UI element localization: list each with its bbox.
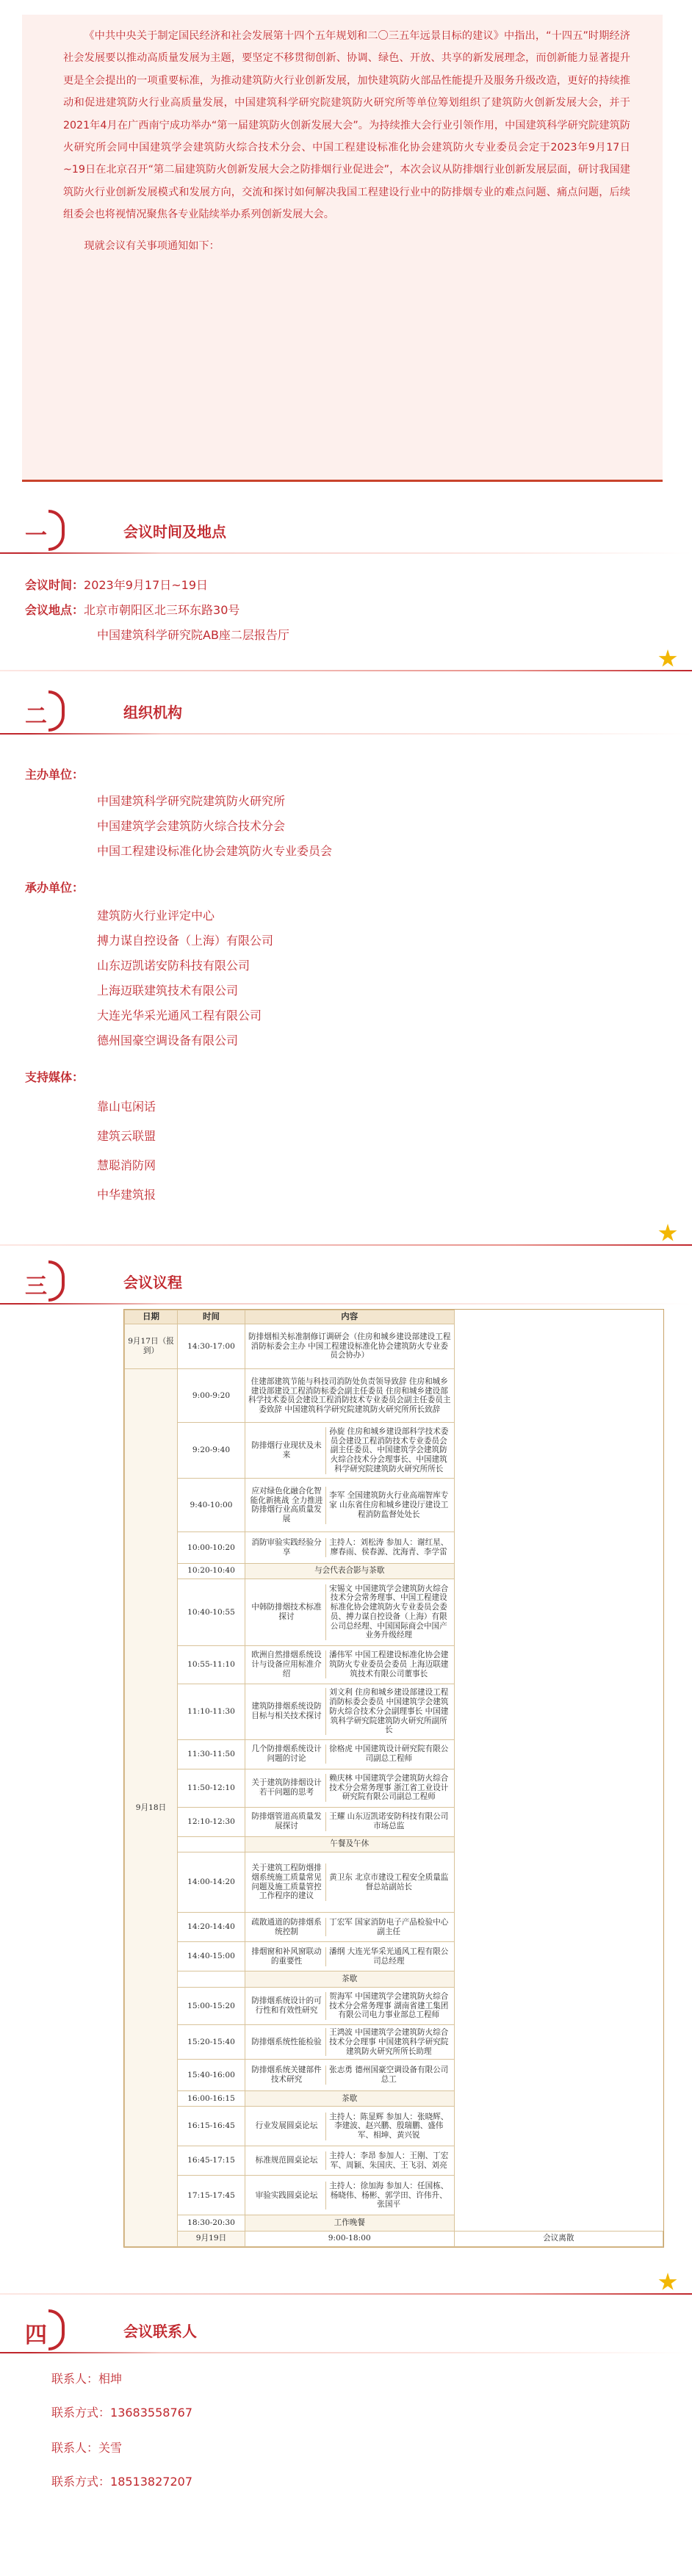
topic-text: 疏散通道的防排烟系统控制	[251, 1918, 322, 1936]
table-row	[125, 2060, 663, 2090]
date-cell: 9月17日（报到）	[125, 1324, 178, 1369]
time-cell: 14:30-17:00	[178, 1324, 245, 1369]
table-row	[125, 1807, 663, 1836]
table-row	[125, 1324, 663, 1369]
content-cell	[245, 1579, 455, 1645]
column-header: 时间	[178, 1310, 245, 1324]
topic-text: 行业发展圆桌论坛	[255, 2121, 318, 2131]
place-line-1: 北京市朝阳区北三环东路30号	[84, 603, 240, 617]
topic-text: 审验实践圆桌论坛	[255, 2190, 318, 2200]
intro-box	[22, 15, 663, 482]
time-cell: 15:40-16:00	[178, 2060, 245, 2090]
section-agenda	[0, 1258, 692, 1309]
speaker-text: 潘纲 大连光华采光通风工程有限公司总经理	[326, 1947, 452, 1966]
section-title: 会议联系人	[123, 2323, 197, 2340]
time-cell: 14:40-15:00	[178, 1942, 245, 1971]
table-row	[125, 1684, 663, 1739]
topic-text: 防排烟系统关键部件技术研究	[251, 2066, 322, 2085]
table-row	[125, 1942, 663, 1971]
meeting-time	[25, 576, 208, 593]
time-cell: 12:10-12:30	[178, 1807, 245, 1836]
content-cell	[245, 1987, 455, 2025]
table-header-row	[125, 1310, 663, 1324]
media-item: 建筑云联盟	[97, 1129, 156, 1143]
organizer-item: 大连光华采光通风工程有限公司	[97, 1009, 262, 1022]
content-cell: 防排烟相关标准制修订调研会（住房和城乡建设部建设工程消防标委会主办 中国工程建设标准化协会建筑防火专业委员会协办）	[245, 1324, 455, 1369]
section-title: 会议时间及地点	[123, 523, 226, 541]
table-row	[125, 1369, 663, 1423]
table-row	[125, 2176, 663, 2215]
table-row	[125, 2146, 663, 2176]
topic-text: 标准规范圆桌论坛	[255, 2156, 318, 2165]
section-header	[0, 507, 692, 558]
time-cell: 16:00-16:15	[178, 2090, 245, 2106]
topic-text: 防排烟系统性能检验	[251, 2038, 322, 2047]
time-cell: 9:40-10:00	[178, 1479, 245, 1532]
content-cell: 与会代表合影与茶歇	[245, 1563, 455, 1579]
time-cell: 9:00-18:00	[245, 2231, 455, 2246]
table-row	[125, 2107, 663, 2146]
speaker-text: 主持人：徐加海 参加人：任国栋、杨晓伟、杨彬、郭学田、许伟升、张国平	[326, 2182, 452, 2209]
content-cell	[245, 1942, 455, 1971]
table-row	[125, 1563, 663, 1579]
host-label: 主办单位：	[25, 768, 84, 782]
place-label: 会议地点：	[25, 603, 84, 617]
contact-row	[51, 2403, 192, 2420]
speaker-text: 主持人：陈显辉 参加人：张晓辉、李建波、赵兴鹏、殷瑞鹏、盛伟军、相坤、黄兴锐	[326, 2113, 452, 2140]
section-header	[0, 2306, 692, 2358]
date-cell: 9月18日	[125, 1369, 178, 2247]
content-cell	[245, 1852, 455, 1912]
speaker-text: 徐格虎 中国建筑设计研究院有限公司副总工程师	[326, 1745, 452, 1763]
section-contacts	[0, 2306, 692, 2571]
table-row	[125, 1645, 663, 1684]
contact-row	[51, 2439, 122, 2456]
speaker-text: 李军 全国建筑防火行业高端智库专家 山东省住房和城乡建设厅建设工程消防监督处处长	[326, 1487, 452, 1524]
section-time-place	[0, 507, 692, 668]
content-cell: 住建部建筑节能与科技司消防处负责领导致辞 住房和城乡建设部建设工程消防标委会副主任委员 住房和城乡建设部科学技术委员会建设工程消防技术专业委员会副主任委员主委致辞 中国建筑科学研究院建筑防火研究所所长致辞	[245, 1369, 455, 1423]
time-label: 会议时间：	[25, 578, 84, 592]
intro-paragraph: 《中共中央关于制定国民经济和社会发展第十四个五年规划和二〇三五年远景目标的建议》中指出，“十四五”时期经济社会发展要以推动高质量发展为主题，要坚定不移贯彻创新、协调、绿色、开放、共享的新发展理念，而创新能力显著提升更是全会提出的一项重要标准，为推动建筑防火行业创新发展，加快建筑防火部品性能提升及服务升级改造，更好的持续推动和促进建筑防火行业高质量发展，中国建筑科学研究院建筑防火研究所等单位筹划组织了建筑防火创新发展大会，并于2021年4月在广西南宁成功举办“第一届建筑防火创新发展大会”。为持续推大会行业引领作用，中国建筑科学研究院建筑防火研究所会同中国建筑学会建筑防火综合技术分会、中国工程建设标准化协会建筑防火专业委员会定于2023年9月17日~19日在北京召开“第二届建筑防火创新发展大会之防排烟行业促进会”，本次会议从防排烟行业创新发展层面，研讨我国建筑防火行业创新发展模式和发展方向，交流和探讨如何解决我国工程建设行业中的防排烟专业的难点问题、痛点问题，后续组委会也将视情况聚焦各专业陆续举办系列创新发展大会。	[63, 30, 630, 221]
contact-label: 联系方式：	[51, 2475, 111, 2489]
topic-text: 消防审验实践经验分享	[251, 1538, 322, 1556]
topic-text: 关于建筑工程防烟排烟系统施工质量常见问题及施工质量管控工作程序的建议	[251, 1864, 322, 1901]
time-cell: 9:00-9:20	[178, 1369, 245, 1423]
section-footer-line	[0, 2293, 692, 2295]
time-cell: 16:15-16:45	[178, 2107, 245, 2146]
media-item: 中华建筑报	[97, 1188, 156, 1202]
content-cell	[245, 2176, 455, 2215]
bracket-icon	[48, 2309, 65, 2350]
speaker-text: 潘伟军 中国工程建设标准化协会建筑防火专业委员会委员 上海迈联建筑技术有限公司董事长	[326, 1650, 452, 1678]
table-row	[125, 1913, 663, 1942]
content-cell	[245, 2107, 455, 2146]
time-cell: 17:15-17:45	[178, 2176, 245, 2215]
time-cell: 11:10-11:30	[178, 1684, 245, 1739]
agenda-table	[124, 1310, 663, 2247]
star-icon	[658, 2273, 677, 2292]
contact-value: 相坤	[98, 2372, 123, 2386]
divider	[0, 733, 692, 735]
content-cell	[245, 1684, 455, 1739]
divider	[0, 2352, 692, 2353]
table-row	[125, 2231, 663, 2246]
host-item: 中国建筑科学研究院建筑防火研究所	[97, 794, 286, 808]
time-cell: 16:45-17:15	[178, 2146, 245, 2176]
content-cell	[245, 1532, 455, 1563]
organizer-item: 建筑防火行业评定中心	[97, 909, 215, 923]
bracket-icon	[48, 1260, 65, 1302]
table-row	[125, 1739, 663, 1769]
speaker-text: 刘文利 住房和城乡建设部建设工程消防标委会委员 中国建筑学会建筑防火综合技术分会副理事长 中国建筑科学研究院建筑防火研究所副所长	[326, 1688, 452, 1735]
speaker-text: 宋锡文 中国建筑学会建筑防火综合技术分会常务理事、中国工程建设标准化协会建筑防火专业委员会委员、搏力谋自控设备（上海）有限公司总经理、中国国际商会中国产业务升级经理	[326, 1584, 452, 1640]
intro-notice: 现就会议有关事项通知如下：	[84, 239, 220, 252]
contact-row	[51, 2472, 192, 2489]
time-cell: 10:40-10:55	[178, 1579, 245, 1645]
speaker-text: 黄卫东 北京市建设工程安全质量监督总站副站长	[326, 1864, 452, 1901]
content-cell	[245, 1645, 455, 1684]
topic-text: 防排烟系统设计的可行性和有效性研究	[251, 1996, 322, 2015]
speaker-text: 张志勇 德州国豪空调设备有限公司总工	[326, 2066, 452, 2084]
table-row	[125, 1769, 663, 1807]
speaker-text: 主持人：刘松涛 参加人：谢红星、廖春雨、侯春源、沈海青、李学雷	[326, 1538, 452, 1556]
table-row	[125, 1971, 663, 1987]
time-cell: 10:20-10:40	[178, 1563, 245, 1579]
topic-text: 排烟窗和补风窗联动的重要性	[251, 1947, 322, 1966]
media-item: 慧聪消防网	[97, 1158, 156, 1172]
table-row	[125, 1532, 663, 1563]
contact-label: 联系人：	[51, 2441, 99, 2455]
content-cell	[245, 1739, 455, 1769]
content-cell	[245, 1913, 455, 1942]
contact-label: 联系人：	[51, 2372, 99, 2386]
time-cell	[178, 1971, 245, 1987]
table-row	[125, 1852, 663, 1912]
column-header: 日期	[125, 1310, 178, 1324]
speaker-text: 主持人：李昂 参加人：王刚、丁宏军、周颖、朱国庆、王飞羽、刘亮	[326, 2151, 452, 2170]
content-cell	[245, 2025, 455, 2060]
time-cell: 11:50-12:10	[178, 1769, 245, 1807]
topic-text: 防排烟行业现状及未来	[251, 1441, 322, 1460]
section-organization	[0, 688, 692, 1260]
table-row	[125, 1836, 663, 1852]
column-header: 内容	[245, 1310, 455, 1324]
time-cell	[178, 1836, 245, 1852]
content-cell: 茶歇	[245, 1971, 455, 1987]
section-footer-line	[0, 670, 692, 671]
media-label: 支持媒体：	[25, 1070, 84, 1084]
organizer-item: 搏力谋自控设备（上海）有限公司	[97, 934, 274, 948]
time-cell: 10:55-11:10	[178, 1645, 245, 1684]
topic-text: 中韩防排烟技术标准探讨	[251, 1603, 322, 1621]
content-cell: 会议离散	[454, 2231, 663, 2246]
section-title: 会议议程	[123, 1274, 182, 1291]
topic-text: 防排烟管道高质量发展探讨	[251, 1812, 322, 1831]
section-footer-line	[0, 1244, 692, 1246]
time-cell: 14:20-14:40	[178, 1913, 245, 1942]
content-cell	[245, 2146, 455, 2176]
content-cell	[245, 1423, 455, 1479]
host-item: 中国工程建设标准化协会建筑防火专业委员会	[97, 844, 333, 858]
divider	[0, 1303, 692, 1305]
content-cell	[245, 2060, 455, 2090]
speaker-text: 孙旋 住房和城乡建设部科学技术委员会建设工程消防技术专业委员会副主任委员、中国建筑学会建筑防火综合技术分会理事长、中国建筑科学研究院建筑防火研究所所长	[326, 1427, 452, 1474]
topic-text: 欧洲自然排烟系统设计与设备应用标准介绍	[251, 1650, 322, 1678]
section-number: 一	[25, 523, 46, 549]
content-cell	[245, 1769, 455, 1807]
speaker-text: 王耀 山东迈凯诺安防科技有限公司市场总监	[326, 1812, 452, 1830]
content-cell	[245, 1807, 455, 1836]
table-row	[125, 2025, 663, 2060]
time-cell: 14:00-14:20	[178, 1852, 245, 1912]
contact-label: 联系方式：	[51, 2406, 111, 2420]
time-cell: 9:20-9:40	[178, 1423, 245, 1479]
contact-value: 关雪	[98, 2441, 123, 2455]
section-title: 组织机构	[123, 704, 182, 721]
bracket-icon	[48, 510, 65, 551]
time-cell: 10:00-10:20	[178, 1532, 245, 1563]
organizer-item: 德州国豪空调设备有限公司	[97, 1033, 239, 1047]
organizer-label: 承办单位：	[25, 881, 84, 895]
time-cell: 18:30-20:30	[178, 2215, 245, 2231]
topic-text: 关于建筑防排烟设计若干问题的思考	[251, 1778, 322, 1797]
table-row	[125, 1987, 663, 2025]
section-header	[0, 688, 692, 739]
topic-text: 建筑防排烟系统设防目标与相关技术探讨	[251, 1702, 322, 1721]
time-cell: 15:00-15:20	[178, 1987, 245, 2025]
contact-value: 13683558767	[110, 2406, 192, 2420]
content-cell: 工作晚餐	[245, 2215, 455, 2231]
host-item: 中国建筑学会建筑防火综合技术分会	[97, 819, 286, 833]
content-cell: 午餐及午休	[245, 1836, 455, 1852]
speaker-text: 贺海军 中国建筑学会建筑防火综合技术分会常务理事 湖南省建工集团有限公司电力事业部总工程师	[326, 1992, 452, 2020]
date-cell: 9月19日	[178, 2231, 245, 2246]
table-row	[125, 2090, 663, 2106]
organizer-item: 上海迈联建筑技术有限公司	[97, 984, 239, 997]
section-number: 二	[25, 704, 46, 729]
section-number: 三	[25, 1274, 46, 1299]
table-row	[125, 1579, 663, 1645]
divider	[0, 552, 692, 554]
speaker-text: 赖庆林 中国建筑学会建筑防火综合技术分会常务理事 浙江省工业设计研究院有限公司副总工程师	[326, 1774, 452, 1802]
place-line-2: 中国建筑科学研究院AB座二层报告厅	[97, 628, 289, 642]
time-value: 2023年9月17日~19日	[84, 578, 209, 592]
table-row	[125, 2215, 663, 2231]
time-cell: 11:30-11:50	[178, 1739, 245, 1769]
speaker-text: 王鸿波 中国建筑学会建筑防火综合技术分会理事 中国建筑科学研究院建筑防火研究所所长助理	[326, 2028, 452, 2056]
contact-value: 18513827207	[110, 2475, 192, 2489]
section-number: 四	[25, 2323, 46, 2348]
organizer-item: 山东迈凯诺安防科技有限公司	[97, 959, 251, 973]
topic-text: 应对绿色化融合化智能化新挑战 全力推进防排烟行业高质量发展	[250, 1486, 323, 1523]
content-cell	[245, 1479, 455, 1532]
content-cell: 茶歇	[245, 2090, 455, 2106]
time-cell: 15:20-15:40	[178, 2025, 245, 2060]
contact-row	[51, 2370, 122, 2386]
agenda-table-wrapper	[123, 1309, 664, 2248]
section-header	[0, 1258, 692, 1309]
table-row	[125, 1423, 663, 1479]
table-row	[125, 1479, 663, 1532]
speaker-text: 丁宏军 国家消防电子产品检验中心副主任	[326, 1918, 452, 1936]
meeting-place	[25, 601, 239, 618]
bracket-icon	[48, 690, 65, 732]
topic-text: 几个防排烟系统设计问题的讨论	[251, 1745, 322, 1764]
media-item: 靠山屯闲话	[97, 1100, 156, 1114]
